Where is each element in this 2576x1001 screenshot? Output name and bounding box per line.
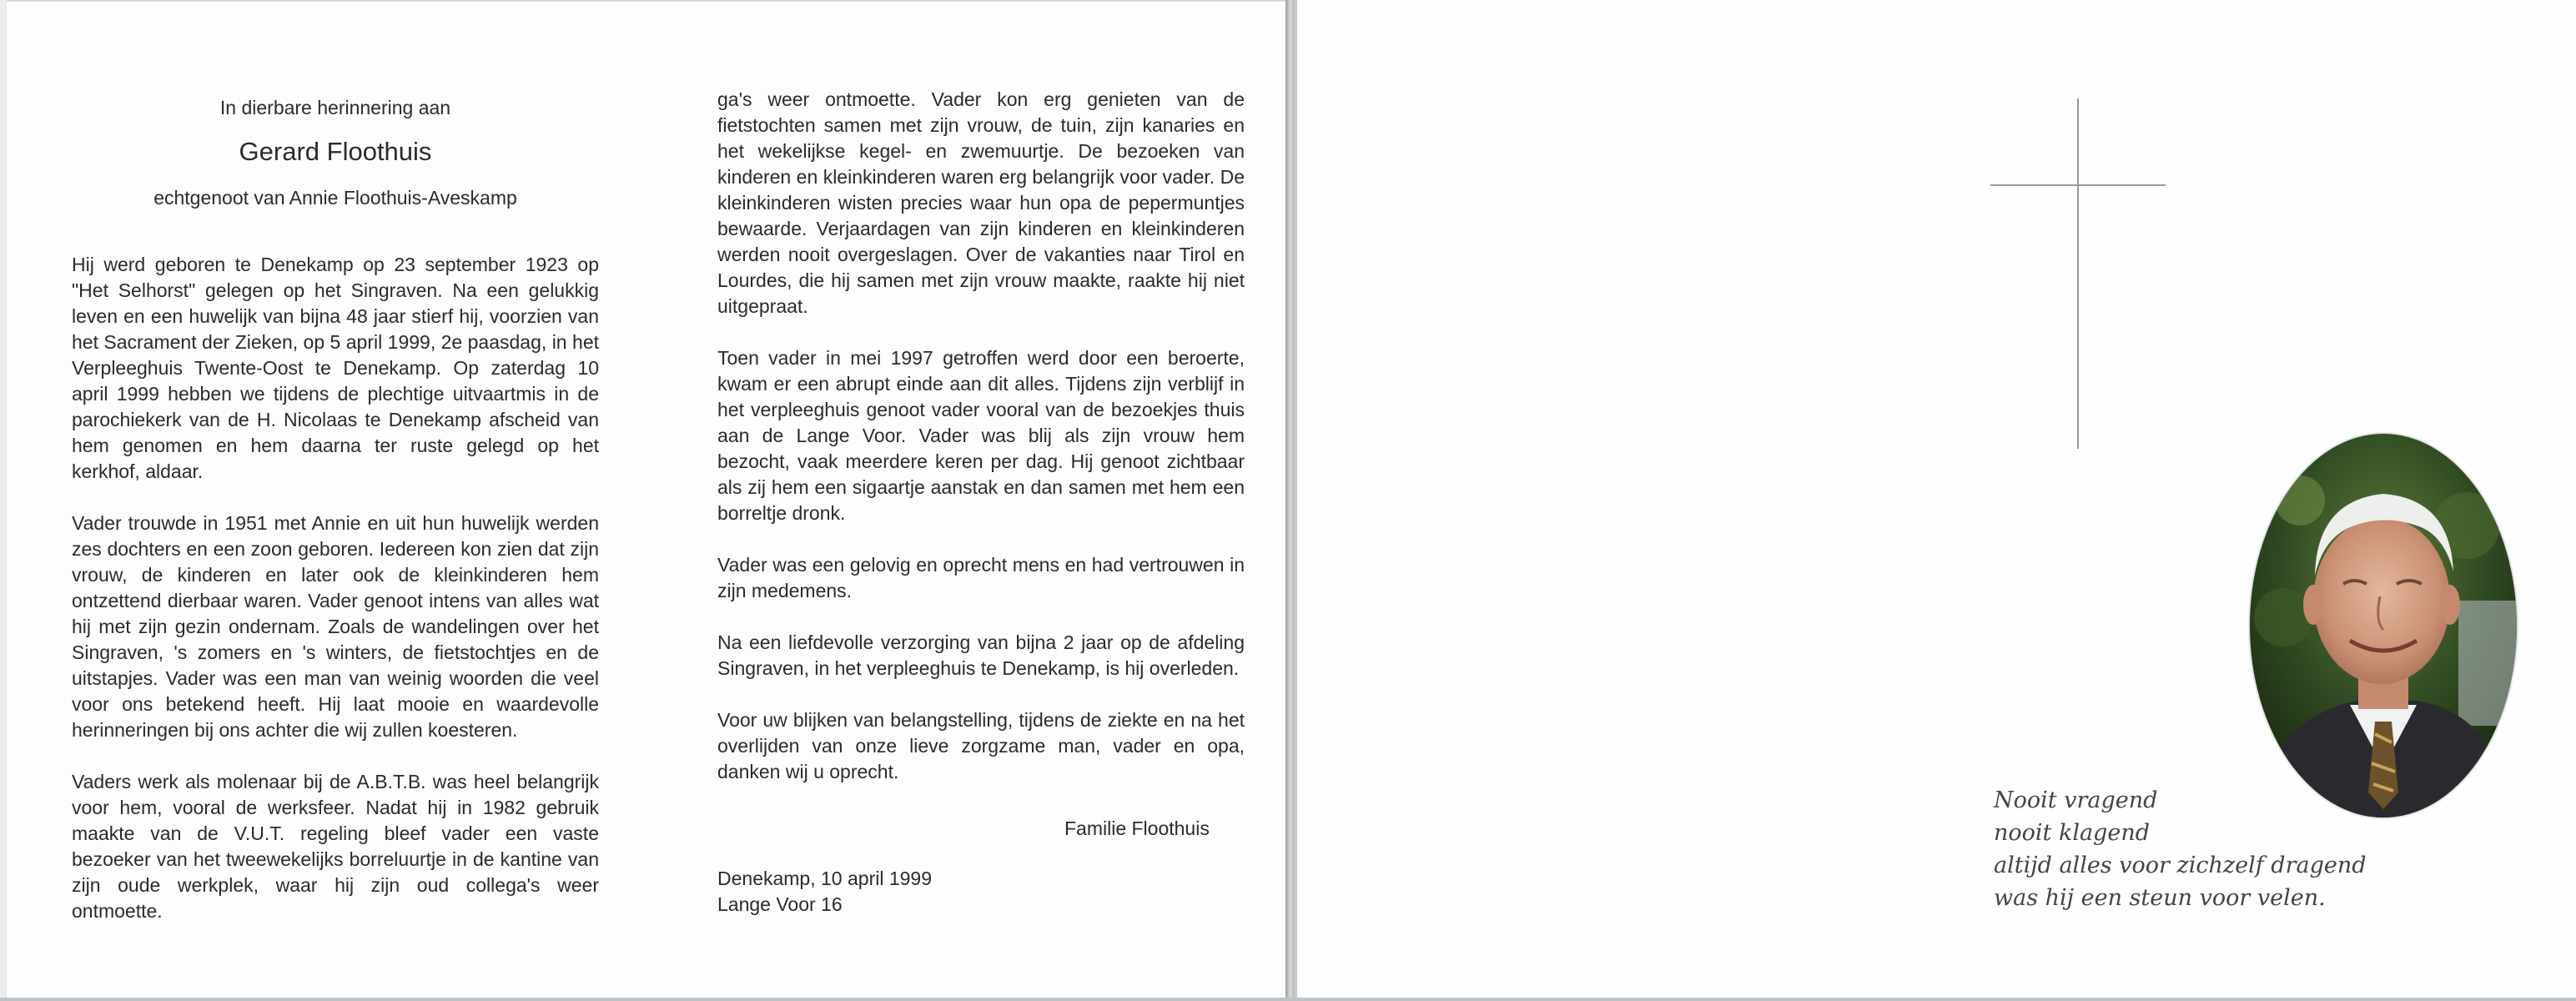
family-signature: Familie Floothuis xyxy=(1064,817,1210,839)
biography-paragraph: Vaders werk als molenaar bij de A.B.T.B. was heel belangrijk voor hem, vooral de werksfeer. Nadat hij in 1982 gebruik maakte van de V.U.T. regeling bleef vader een vaste bezoeker van het tweewekelijks borreluurtje in de kantine van zijn oude werkplek, waar hij zijn oud collega's weer ontmoette. xyxy=(72,771,599,922)
spouse-text: echtgenoot van Annie Floothuis-Aveskamp xyxy=(153,187,517,209)
address: Lange Voor 16 xyxy=(717,893,843,915)
cross-icon xyxy=(1990,98,2166,449)
biography-paragraph: Na een liefdevolle verzorging van bijna 2 jaar op de afdeling Singraven, in het verpleeghuis te Denekamp, is hij overleden. xyxy=(717,631,1245,679)
place-date-block xyxy=(717,866,932,918)
poem xyxy=(1994,784,2367,914)
poem-line: Nooit vragend xyxy=(1994,787,2158,813)
biography-paragraph: Toen vader in mei 1997 getroffen werd door een beroerte, kwam er een abrupt einde aan dit alles. Tijdens zijn verblijf in het verpleeghuis genoot vader vooral van de bezoekjes thuis aan de Lange Voor. Vader was blij als zijn vrouw hem bezocht, vaak meerdere keren per dag. Hij genoot zichtbaar als zij hem een sigaartje aanstak en dan samen met hem een borreltje dronk. xyxy=(717,347,1245,524)
biography-paragraph: Voor uw blijken van belangstelling, tijdens de ziekte en na het overlijden van onze lieve zorgzame man, vader en opa, danken wij u oprecht. xyxy=(717,709,1245,782)
biography-paragraph: ga's weer ontmoette. Vader kon erg genieten van de fietstochten samen met zijn vrouw, de tuin, zijn kanaries en het wekelijkse kegel- en zwemuurtje. De bezoeken van kinderen en kleinkinderen waren erg belangrijk voor vader. De kleinkinderen wisten precies waar hun opa de pepermuntjes bewaarde. Verjaardagen van zijn kinderen en kleinkinderen werden nooit overgeslagen. Over de vakanties naar Tirol en Lourdes, die hij samen met zijn vrouw maakte, raakte hij niet uitgepraat. xyxy=(717,88,1245,317)
bottom-edge xyxy=(0,998,2576,1001)
biography-paragraph: Vader trouwde in 1951 met Annie en uit hun huwelijk werden zes dochters en een zoon geboren. Iedereen kon zien dat zijn vrouw, de kinderen en later ook de kleinkinderen hem ontzettend dierbaar waren. Vader genoot intens van alles wat hij met zijn gezin ondernam. Zoals de wandelingen over het Singraven, 's zomers en 's winters, de fietstochtjes en de uitstapjes. Vader was een man van weinig woorden die veel voor ons betekend heeft. Hij laat mooie en waardevolle herinneringen bij ons achter die wij zullen koesteren. xyxy=(72,512,599,741)
inside-card xyxy=(7,0,1296,999)
poem-line: altijd alles voor zichzelf dragend xyxy=(1994,853,2367,878)
deceased-name: Gerard Floothuis xyxy=(239,137,432,166)
biography-column-left xyxy=(72,252,599,950)
intro-text: In dierbare herinnering aan xyxy=(219,97,451,118)
biography-paragraph: Vader was een gelovig en oprecht mens en had vertrouwen in zijn medemens. xyxy=(717,554,1245,601)
biography-paragraph: Hij werd geboren te Denekamp op 23 september 1923 op "Het Selhorst" gelegen op het Singraven. Na een gelukkig leven en een huwelijk van bijna 48 jaar stierf hij, voorzien van het Sacrament der Zieken, op 5 april 1999, 2e paasdag, in het Verpleeghuis Twente-Oost te Denekamp. Op zaterdag 10 april 1999 hebben we tijdens de plechtige uitvaartmis in de parochiekerk van de H. Nicolaas te Denekamp afscheid van hem genomen en hem daarna ter ruste gelegd op het kerkhof, aldaar. xyxy=(72,254,599,482)
place-date: Denekamp, 10 april 1999 xyxy=(717,868,932,889)
poem-line: nooit klagend xyxy=(1994,820,2150,846)
portrait-photo xyxy=(2250,434,2517,817)
biography-column-right xyxy=(717,87,1245,811)
poem-line: was hij een steun voor velen. xyxy=(1994,885,2326,911)
